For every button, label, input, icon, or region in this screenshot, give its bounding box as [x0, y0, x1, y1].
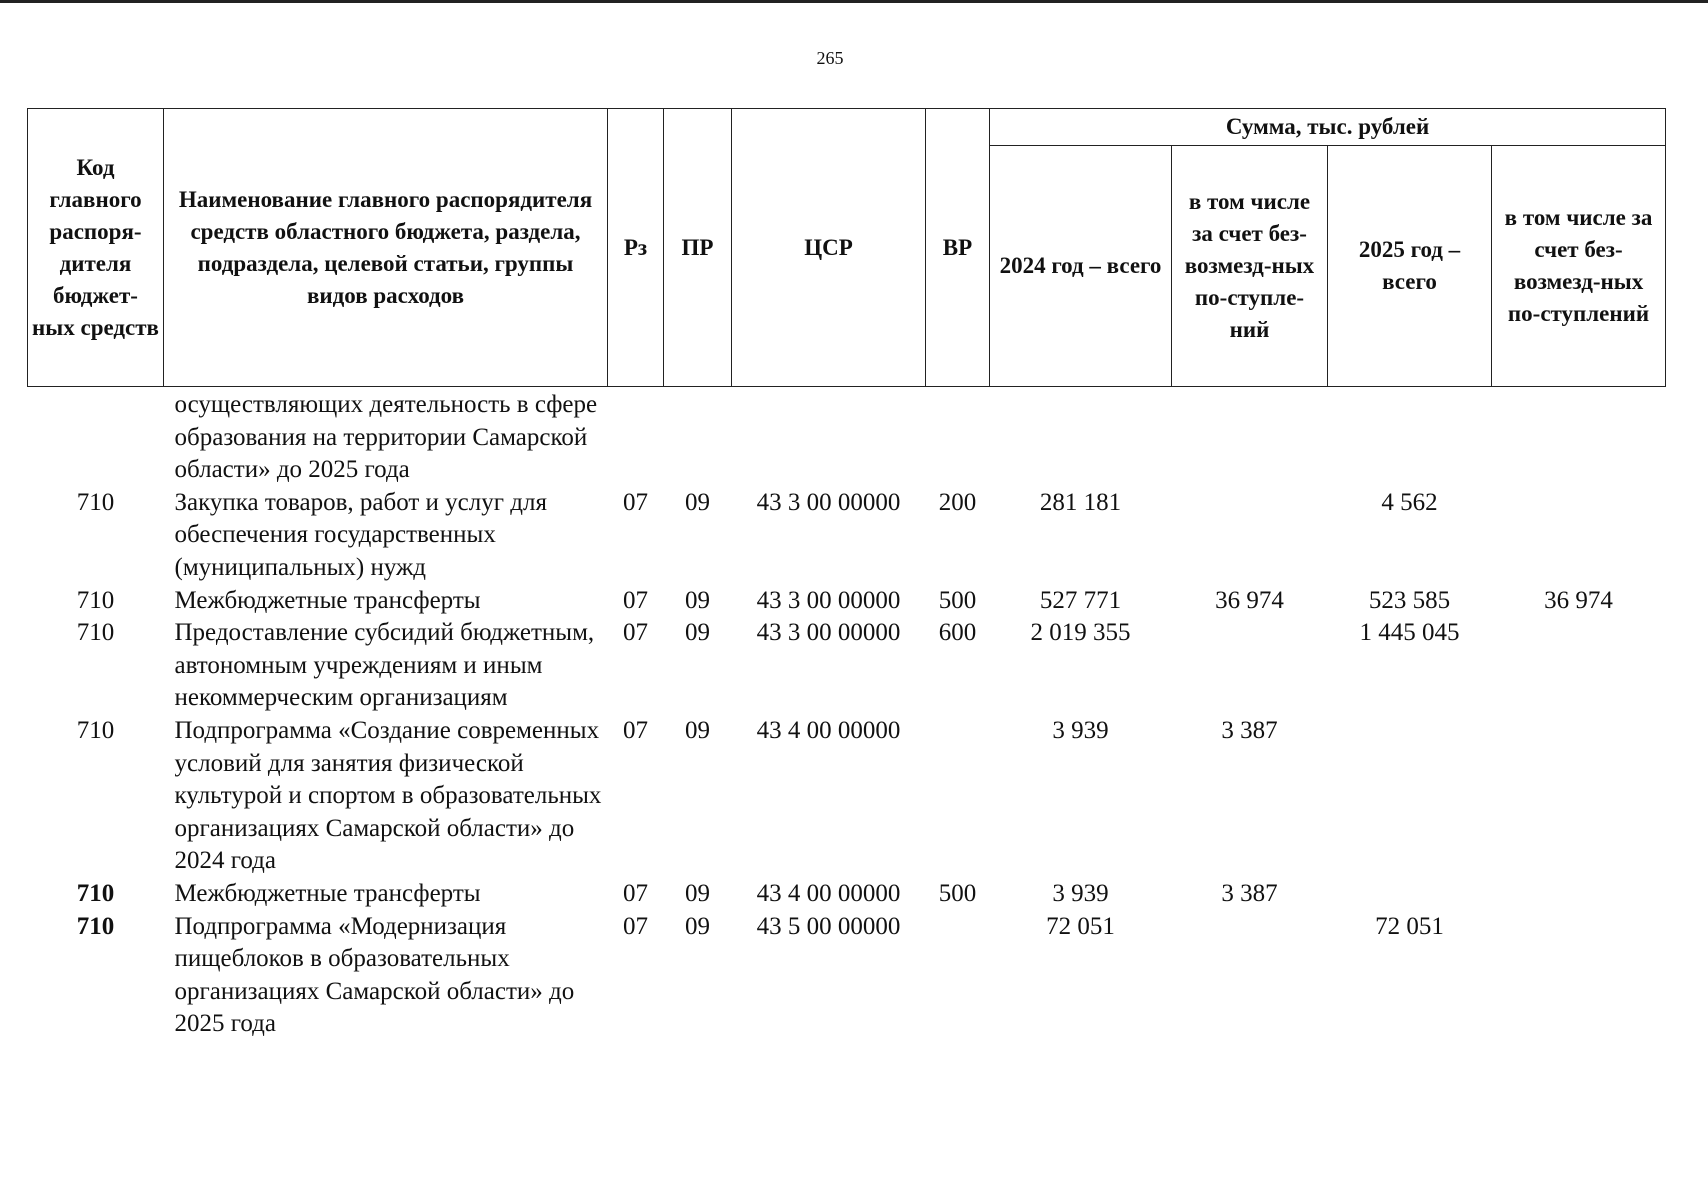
table-row — [28, 585, 1666, 618]
cell-name: Межбюджетные трансферты — [174, 879, 481, 907]
cell-2025-grants — [1492, 617, 1666, 715]
cell-2024-grants — [1172, 617, 1328, 715]
cell-csr: 43 4 00 00000 — [756, 879, 901, 907]
cell-2025-grants — [1492, 387, 1666, 487]
cell-2024-grants — [1172, 387, 1328, 487]
cell-2025-grants — [1492, 715, 1666, 878]
cell-2024-grants — [1172, 911, 1328, 1041]
cell-vr — [926, 715, 990, 878]
header-csr: ЦСР — [732, 109, 926, 387]
cell-code: 710 — [76, 619, 115, 647]
cell-code: 710 — [76, 716, 115, 744]
table-row — [28, 715, 1666, 878]
header-2025-grants: в том числе за счет без-возмезд-ных по-ступлений — [1492, 146, 1666, 387]
table-row — [28, 617, 1666, 715]
cell-2025-total — [1328, 715, 1492, 878]
cell-vr: 600 — [938, 619, 977, 647]
page-number: 265 — [816, 48, 844, 68]
cell-name: Подпрограмма «Модернизация пищеблоков в образовательных организациях Самарской области» до 2025 года — [174, 912, 575, 1038]
table-row — [28, 487, 1666, 585]
cell-pr: 09 — [685, 488, 710, 516]
cell-csr: 43 3 00 00000 — [756, 619, 901, 647]
header-sum: Сумма, тыс. рублей — [990, 109, 1666, 146]
cell-2024-total: 3 939 — [1052, 879, 1109, 907]
cell-2024-grants: 3 387 — [1221, 879, 1278, 907]
cell-name: Межбюджетные трансферты — [174, 586, 481, 614]
cell-rz — [608, 387, 664, 487]
header-code: Код главного распоря-дителя бюджет-ных средств — [28, 109, 164, 387]
cell-rz: 07 — [623, 912, 648, 940]
header-rz: Рз — [608, 109, 664, 387]
cell-name: Предоставление субсидий бюджетным, автономным учреждениям и иным некоммерческим организациям — [174, 619, 595, 712]
table-row — [28, 878, 1666, 911]
budget-table — [27, 108, 1666, 1041]
cell-rz: 07 — [623, 488, 648, 516]
table-row — [28, 387, 1666, 487]
cell-pr — [664, 387, 732, 487]
cell-rz: 07 — [623, 716, 648, 744]
cell-pr: 09 — [685, 619, 710, 647]
cell-vr: 500 — [938, 586, 977, 614]
cell-2024-grants: 36 974 — [1215, 586, 1284, 614]
cell-2024-total: 72 051 — [1046, 912, 1115, 940]
cell-code: 710 — [76, 912, 115, 940]
cell-2024-grants: 3 387 — [1221, 716, 1278, 744]
cell-pr: 09 — [685, 912, 710, 940]
header-2024-grants: в том числе за счет без-возмезд-ных по-ступле-ний — [1172, 146, 1328, 387]
cell-2025-total — [1328, 878, 1492, 911]
cell-rz: 07 — [623, 879, 648, 907]
header-2024-total: 2024 год – всего — [990, 146, 1172, 387]
cell-2024-total: 527 771 — [1039, 586, 1122, 614]
cell-2025-total — [1328, 387, 1492, 487]
cell-code: 710 — [76, 488, 115, 516]
cell-2025-total: 523 585 — [1368, 586, 1451, 614]
table-body — [28, 387, 1666, 1041]
cell-pr: 09 — [685, 586, 710, 614]
cell-vr: 500 — [938, 879, 977, 907]
cell-2025-total: 1 445 045 — [1359, 619, 1460, 647]
cell-vr — [926, 911, 990, 1041]
cell-name: Подпрограмма «Создание современных условий для занятия физической культурой и спортом в образовательных организациях Самарской области» до 2024 года — [174, 716, 602, 875]
cell-csr: 43 4 00 00000 — [756, 716, 901, 744]
cell-2024-total: 3 939 — [1052, 716, 1109, 744]
header-pr: ПР — [664, 109, 732, 387]
cell-csr: 43 3 00 00000 — [756, 488, 901, 516]
cell-vr: 200 — [938, 488, 977, 516]
cell-2024-grants — [1172, 487, 1328, 585]
cell-2025-grants — [1492, 911, 1666, 1041]
cell-2024-total: 2 019 355 — [1030, 619, 1131, 647]
cell-name: Закупка товаров, работ и услуг для обеспечения государственных (муниципальных) нужд — [174, 488, 547, 581]
cell-csr — [732, 387, 926, 487]
cell-2025-grants — [1492, 487, 1666, 585]
cell-2024-total — [990, 387, 1172, 487]
cell-2025-total: 72 051 — [1375, 912, 1444, 940]
cell-2025-grants — [1492, 878, 1666, 911]
header-name: Наименование главного распорядителя средств областного бюджета, раздела, подраздела, целевой статьи, группы видов расходов — [164, 109, 608, 387]
cell-code: 710 — [76, 879, 115, 907]
cell-pr: 09 — [685, 879, 710, 907]
cell-code — [28, 387, 164, 487]
cell-vr — [926, 387, 990, 487]
cell-name: осуществляющих деятельность в сфере образования на территории Самарской области» до 2025 года — [174, 391, 598, 484]
cell-rz: 07 — [623, 619, 648, 647]
cell-csr: 43 3 00 00000 — [756, 586, 901, 614]
header-vr: ВР — [926, 109, 990, 387]
cell-pr: 09 — [685, 716, 710, 744]
cell-2025-grants: 36 974 — [1544, 586, 1613, 614]
table-header — [28, 109, 1666, 387]
page-top-edge — [0, 0, 1708, 3]
header-2025-total: 2025 год – всего — [1328, 146, 1492, 387]
cell-code: 710 — [76, 586, 115, 614]
cell-2024-total: 281 181 — [1039, 488, 1122, 516]
table-row — [28, 911, 1666, 1041]
cell-csr: 43 5 00 00000 — [756, 912, 901, 940]
cell-rz: 07 — [623, 586, 648, 614]
cell-2025-total: 4 562 — [1381, 488, 1438, 516]
